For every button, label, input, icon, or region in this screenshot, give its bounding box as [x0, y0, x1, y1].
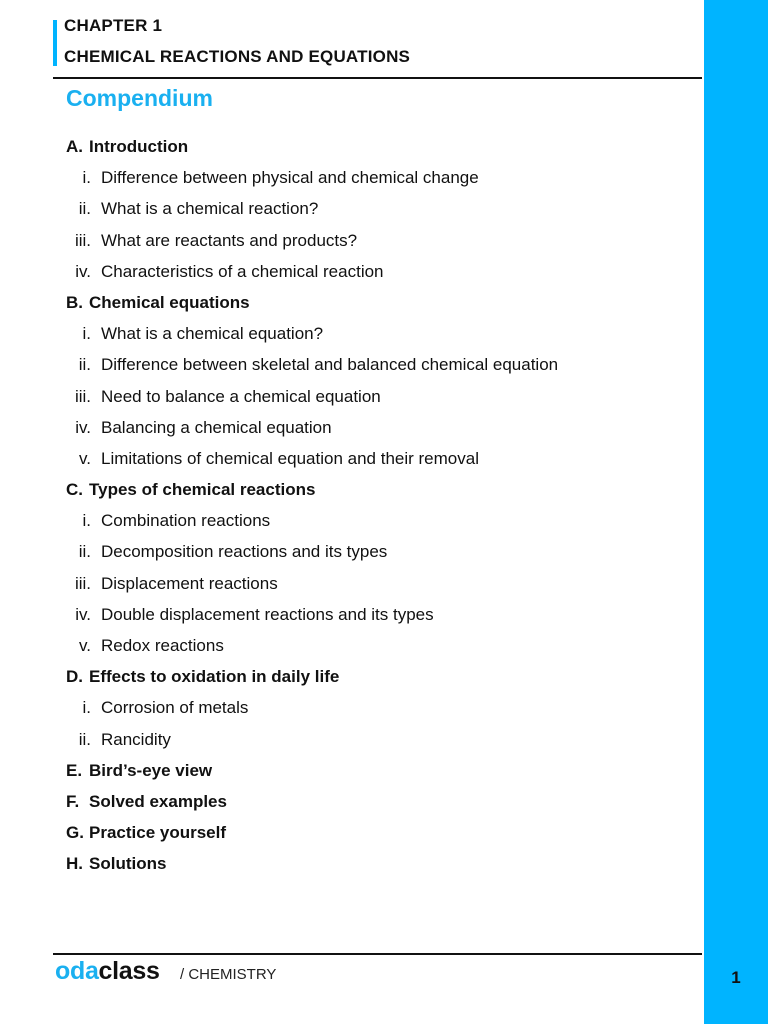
item-number: iii. — [74, 230, 91, 250]
item-title: Decomposition reactions and its types — [101, 542, 388, 562]
item-number: iv. — [75, 261, 91, 281]
section-label: H. — [66, 854, 83, 874]
item-number: iv. — [75, 604, 91, 624]
section-title: Types of chemical reactions — [89, 480, 316, 500]
item-title: Redox reactions — [101, 636, 224, 655]
item-number: iii. — [74, 573, 91, 593]
section-label: F. — [66, 791, 80, 811]
item-title: Difference between skeletal and balanced chemical equation — [101, 355, 559, 375]
brand-logo-class: class — [98, 957, 160, 985]
page-number: 1 — [731, 968, 741, 987]
item-number: i. — [82, 698, 91, 718]
section-label: E. — [66, 760, 83, 780]
toc-item — [0, 630, 704, 661]
toc-item — [0, 381, 704, 412]
section-label: C. — [66, 480, 83, 500]
toc-section — [0, 131, 704, 162]
section-title: Effects to oxidation in daily life — [89, 667, 340, 687]
item-title: Characteristics of a chemical reaction — [101, 261, 384, 281]
brand-logo — [55, 957, 160, 986]
item-number: i. — [82, 168, 91, 188]
subject-label: / CHEMISTRY — [180, 966, 277, 983]
accent-sidebar — [704, 0, 768, 1024]
item-title: Difference between physical and chemical change — [101, 168, 479, 188]
item-number: v. — [79, 448, 91, 468]
toc-item — [0, 256, 704, 287]
toc-section — [0, 786, 704, 817]
toc-section — [0, 287, 704, 318]
item-number: iv. — [75, 417, 91, 437]
toc-item — [0, 505, 704, 536]
section-title: Chemical equations — [89, 292, 250, 312]
section-label: D. — [66, 667, 83, 687]
item-title: Combination reactions — [101, 511, 271, 531]
item-number: ii. — [78, 729, 91, 749]
toc-item — [0, 692, 704, 723]
toc-item — [0, 443, 704, 474]
chapter-label: CHAPTER 1 — [64, 16, 163, 35]
toc-section — [0, 848, 704, 879]
section-title: Solutions — [89, 854, 167, 874]
toc-item — [0, 162, 704, 193]
item-title: What is a chemical reaction? — [101, 199, 319, 219]
item-title: Displacement reactions — [101, 573, 278, 593]
section-label: G. — [66, 823, 84, 843]
item-title: Need to balance a chemical equation — [101, 386, 381, 406]
item-number: i. — [82, 324, 91, 344]
toc-item — [0, 193, 704, 224]
header-accent-bar — [53, 20, 57, 66]
toc-item — [0, 349, 704, 380]
toc-section — [0, 817, 704, 848]
item-title: Double displacement reactions and its types — [101, 604, 434, 624]
item-number: v. — [79, 636, 91, 655]
table-of-contents — [0, 131, 704, 880]
page-heading: Compendium — [66, 85, 213, 111]
toc-item — [0, 568, 704, 599]
chapter-title: CHEMICAL REACTIONS AND EQUATIONS — [64, 47, 411, 66]
item-title: Corrosion of metals — [101, 698, 249, 718]
item-title: What are reactants and products? — [101, 230, 358, 250]
item-title: Balancing a chemical equation — [101, 417, 332, 437]
toc-section — [0, 474, 704, 505]
toc-section — [0, 755, 704, 786]
toc-item — [0, 412, 704, 443]
section-title: Practice yourself — [89, 823, 227, 843]
item-number: ii. — [78, 355, 91, 375]
section-title: Solved examples — [89, 791, 227, 811]
section-title: Introduction — [89, 137, 189, 156]
footer-divider — [53, 953, 702, 955]
item-number: ii. — [78, 542, 91, 562]
section-label: A. — [66, 137, 83, 156]
item-number: ii. — [78, 199, 91, 219]
toc-item — [0, 724, 704, 755]
section-label: B. — [66, 292, 83, 312]
section-title: Bird’s-eye view — [89, 760, 213, 780]
toc-section — [0, 661, 704, 692]
toc-item — [0, 536, 704, 567]
item-title: Rancidity — [101, 729, 171, 749]
item-number: i. — [82, 511, 91, 531]
header-divider — [53, 77, 702, 79]
item-number: iii. — [74, 386, 91, 406]
toc-item — [0, 599, 704, 630]
item-title: Limitations of chemical equation and their removal — [101, 448, 479, 468]
toc-item — [0, 225, 704, 256]
toc-item — [0, 318, 704, 349]
brand-logo-oda: oda — [55, 957, 99, 985]
item-title: What is a chemical equation? — [101, 324, 324, 344]
